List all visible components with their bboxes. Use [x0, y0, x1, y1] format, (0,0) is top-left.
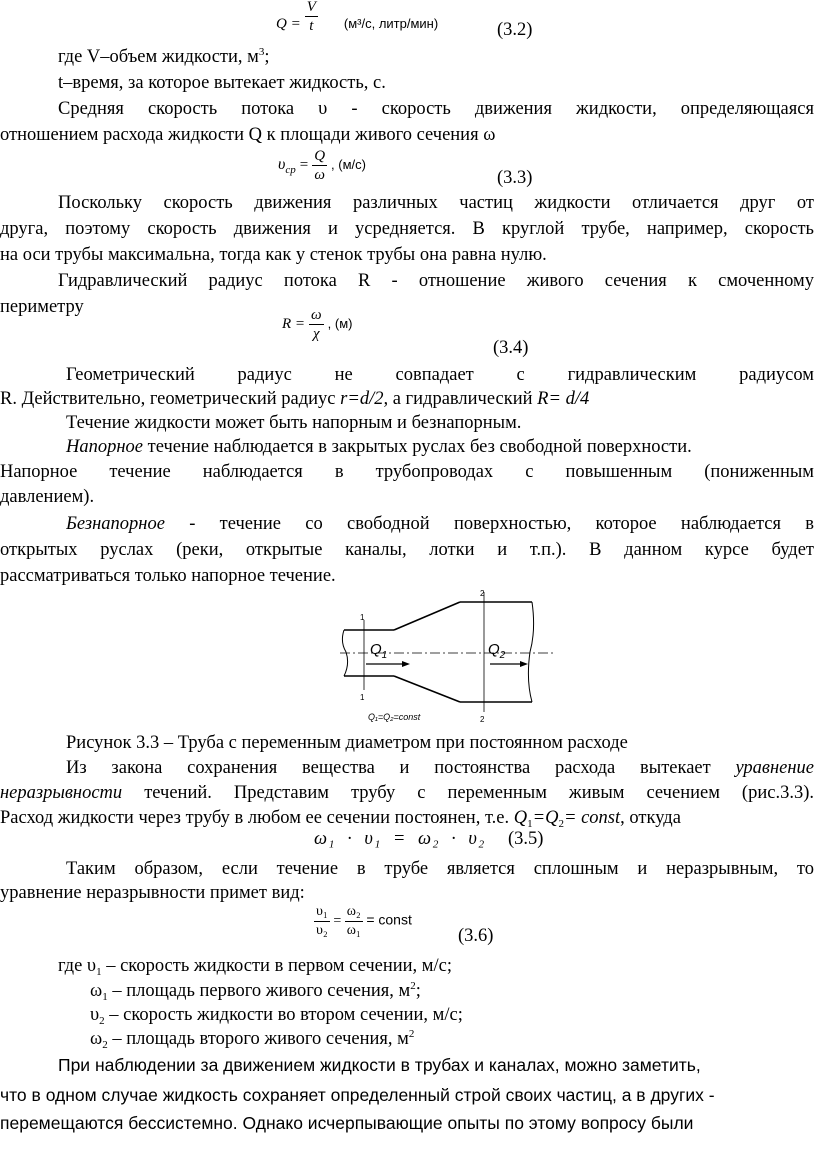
italic-term: Напорное	[66, 437, 143, 457]
numerator: υ₁	[314, 903, 330, 922]
denominator: ω₁	[346, 923, 361, 938]
q2-subscript: 2	[499, 650, 506, 661]
line-text: Расход жидкости через трубу в любом ее сечении постоянен, т.е.	[0, 808, 514, 828]
numerator: ω₂	[345, 903, 363, 922]
text-line	[0, 978, 816, 1004]
subscript: 2	[99, 1015, 105, 1027]
line-text: - течение со свободной поверхностью, которое наблюдается в	[164, 514, 814, 534]
superscript: 2	[408, 1028, 415, 1040]
denominator: υ₂	[316, 923, 328, 938]
text-line	[0, 44, 816, 70]
text-line	[66, 755, 814, 781]
denominator: χ	[313, 326, 320, 342]
section-2-label: 2	[480, 590, 485, 598]
line-text: – площадь первого живого сечения, м	[107, 981, 411, 1001]
line-text: , откуда	[620, 808, 681, 828]
text-line: давлением).	[0, 487, 95, 507]
text-line: Таким образом, если течение в трубе является сплошным и неразрывным, то	[66, 859, 814, 879]
numerator: ω	[311, 307, 322, 323]
text-line: При наблюдении за движением жидкости в трубах и каналах, можно заметить,	[58, 1055, 701, 1075]
text-line	[0, 1002, 816, 1028]
subscript: 1	[527, 818, 533, 830]
line-text: ;	[415, 981, 421, 1001]
text-line	[0, 434, 816, 460]
formula-3-3	[278, 147, 366, 184]
text-line: рассматриваться только напорное течение.	[0, 566, 336, 586]
superscript: 3	[258, 46, 265, 58]
line-text: υ	[90, 1005, 100, 1025]
symbol: υ	[278, 156, 286, 174]
subscript: ср	[285, 164, 296, 177]
text-line: открытых руслах (реки, открытые каналы, лотки и т.п.). В данном курсе будет	[0, 540, 814, 560]
subscript: 2	[102, 1039, 108, 1051]
text-line: периметру	[0, 297, 84, 317]
formula-3-5	[314, 829, 543, 850]
equation-number-3-4: (3.4)	[493, 338, 529, 358]
fraction	[309, 306, 324, 343]
pipe-diagram	[340, 590, 560, 725]
formula-units: , (м)	[327, 316, 353, 332]
formula-lhs: R =	[282, 316, 306, 333]
subscript: 2	[558, 818, 564, 830]
italic-term: уравнение	[735, 758, 814, 778]
formula-3-2	[276, 0, 438, 40]
line-text: Из закона сохранения вещества и постоянства расхода вытекает	[66, 758, 736, 778]
line-text: а гидравлический	[388, 389, 538, 409]
subscript: 1	[96, 966, 102, 978]
italic-term: Безнапорное	[66, 514, 165, 534]
equation-number-3-3: (3.3)	[497, 168, 533, 188]
line-text: ;	[264, 47, 270, 67]
italic-term: неразрывности	[0, 783, 123, 803]
line-text: R. Действительно, геометрический радиус	[0, 389, 341, 409]
fraction	[305, 0, 318, 35]
text-line: Напорное течение наблюдается в трубопроводах с повышенным (пониженным	[0, 462, 814, 482]
formula-units: (м³/с, литр/мин)	[343, 16, 439, 32]
equals: =	[333, 913, 342, 929]
line-text: где V–объем жидкости, м	[58, 47, 259, 67]
q1-subscript: 1	[381, 650, 388, 661]
q2-symbol: Q	[488, 641, 500, 658]
line-text: – площадь второго живого сечения, м	[107, 1029, 409, 1049]
q1-label	[370, 641, 387, 661]
section-1-label-bottom: 1	[360, 693, 365, 702]
section-2-label-bottom: 2	[480, 715, 485, 724]
text-line	[0, 780, 814, 806]
fraction	[312, 147, 327, 184]
text-line: Поскольку скорость движения различных частиц жидкости отличается друг от	[58, 193, 814, 213]
subscript: 1	[102, 991, 108, 1003]
formula-lhs: Q =	[276, 16, 301, 33]
italic-text: = const	[563, 808, 621, 828]
equation-number-3-2: (3.2)	[497, 20, 533, 40]
equals: =	[299, 157, 309, 174]
text-line: Геометрический радиус не совпадает с гидравлическим радиусом	[66, 365, 814, 385]
text-line: отношением расхода жидкости Q к площади живого сечения ω	[0, 125, 496, 145]
denominator: t	[309, 18, 314, 34]
figure-formula: Q₁=Q₂=const	[368, 712, 421, 722]
q1-symbol: Q	[370, 641, 382, 658]
text-line	[0, 386, 816, 412]
text-line	[0, 953, 816, 979]
text-line	[66, 511, 814, 537]
italic-text: r=d/2,	[340, 389, 389, 409]
line-text: течений. Представим трубу с переменным живым сечением (рис.3.3).	[122, 783, 814, 803]
formula-3-6	[314, 903, 412, 940]
equation-number-3-6: (3.6)	[458, 926, 494, 946]
italic-text: R= d/4	[537, 389, 590, 409]
equation-number-3-5: (3.5)	[507, 829, 544, 849]
numerator: V	[306, 0, 316, 15]
italic-text: =Q	[532, 808, 559, 828]
text-line	[0, 805, 816, 831]
formula-lhs	[278, 156, 296, 177]
line-text: ω	[90, 981, 103, 1001]
line-text: – скорость жидкости в первом сечении, м/с;	[101, 956, 452, 976]
formula-body: ω₁ · υ₁ = ω₂ · υ₂	[314, 829, 486, 849]
line-text: ω	[90, 1029, 103, 1049]
text-line: что в одном случае жидкость сохраняет определенный строй своих частиц, а в других -	[0, 1085, 715, 1105]
formula-units: , (м/с)	[331, 157, 366, 173]
section-1-label: 1	[360, 613, 365, 622]
fraction-area	[345, 903, 363, 940]
text-line: на оси трубы максимальна, тогда как у стенок трубы она равна нулю.	[0, 245, 547, 265]
text-line: t–время, за которое вытекает жидкость, с.	[58, 73, 386, 93]
text-line: друга, поэтому скорость движения и усредняется. В круглой трубе, например, скорость	[0, 219, 814, 239]
text-line: уравнение неразрывности примет вид:	[0, 883, 305, 903]
text-line: Гидравлический радиус потока R - отношение живого сечения к смоченному	[58, 271, 814, 291]
formula-rhs: = const	[366, 911, 412, 928]
text-line	[0, 1026, 816, 1052]
line-text: – скорость жидкости во втором сечении, м/с;	[104, 1005, 463, 1025]
formula-3-4	[282, 306, 352, 343]
text-line: Течение жидкости может быть напорным и безнапорным.	[66, 413, 522, 433]
text-line: перемещаются бессистемно. Однако исчерпывающие опыты по этому вопросу были	[0, 1113, 694, 1133]
line-text: течение наблюдается в закрытых руслах без свободной поверхности.	[143, 437, 692, 457]
text-line: Средняя скорость потока υ - скорость движения жидкости, определяющаяся	[58, 99, 814, 119]
line-text: где υ	[58, 956, 97, 976]
fraction-velocity	[314, 903, 330, 940]
superscript: 2	[410, 980, 416, 992]
denominator: ω	[314, 167, 325, 183]
q2-label	[488, 641, 506, 661]
numerator: Q	[314, 148, 326, 164]
figure-caption: Рисунок 3.3 – Труба с переменным диаметром при постоянном расходе	[66, 733, 628, 753]
italic-text: Q	[513, 808, 528, 828]
